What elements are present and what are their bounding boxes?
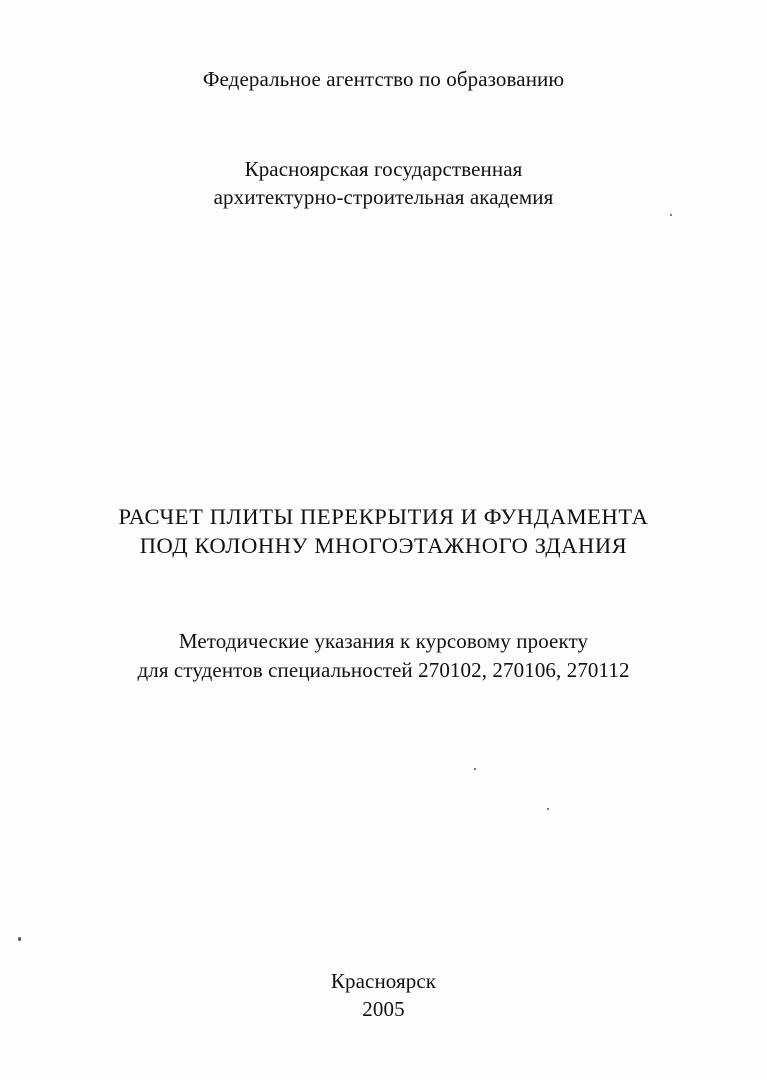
scan-speck: [18, 937, 21, 941]
scan-speck: [474, 768, 476, 770]
scan-speck: [670, 214, 672, 216]
publication-year: 2005: [362, 997, 405, 1021]
institution-name-line-2: архитектурно-строительная академия: [213, 185, 554, 209]
document-title-line-1: РАСЧЕТ ПЛИТЫ ПЕРЕКРЫТИЯ И ФУНДАМЕНТА: [118, 504, 649, 529]
publication-city: Красноярск: [330, 969, 437, 993]
document-title-line-2: ПОД КОЛОННУ МНОГОЭТАЖНОГО ЗДАНИЯ: [139, 533, 628, 558]
document-subtitle-line-2: для студентов специальностей 270102, 270106, 270112: [137, 658, 630, 682]
scan-speck: [547, 808, 549, 810]
document-subtitle-line-1: Методические указания к курсовому проекту: [178, 629, 589, 653]
institution-name-line-1: Красноярская государственная: [244, 157, 523, 181]
agency-name: Федеральное агентство по образованию: [202, 67, 565, 91]
